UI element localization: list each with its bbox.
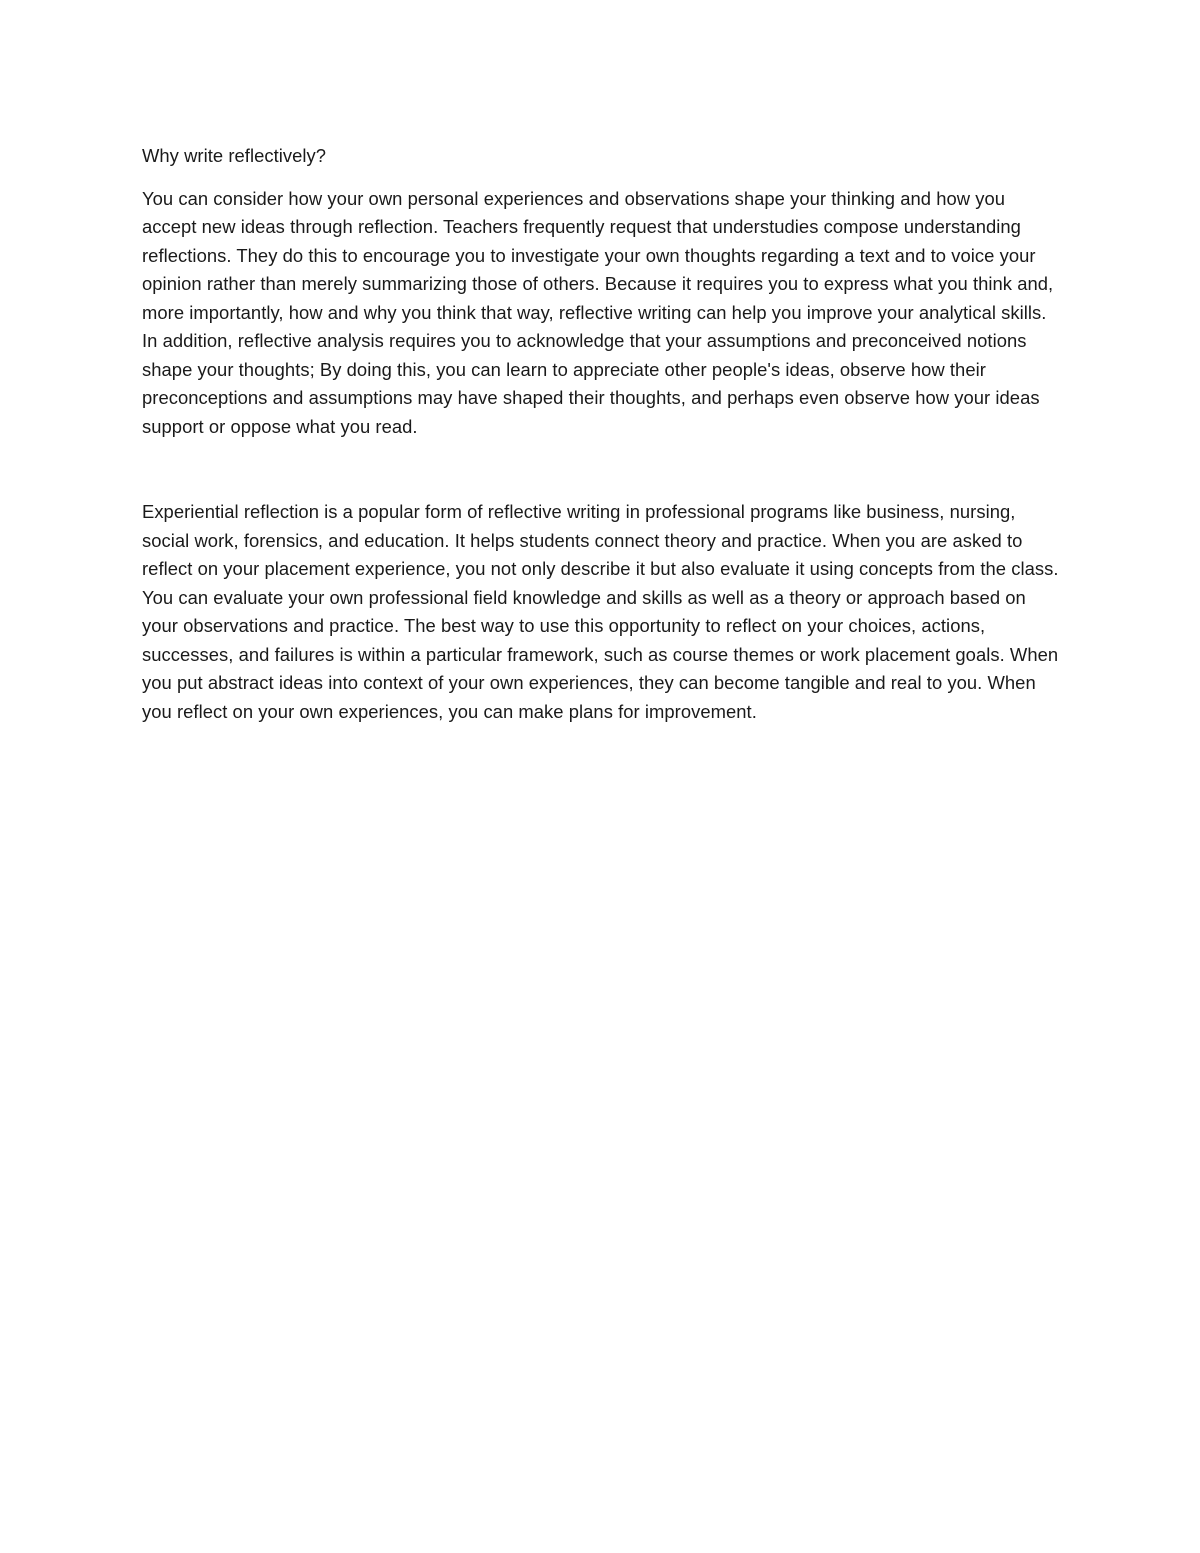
paragraph-why-reflect: You can consider how your own personal experiences and observations shape your thinking and how you accept new ideas through reflection. Teachers frequently request that understudies compose understanding reflections. They do this to encourage you to investigate your own thoughts regarding a text and to voice your opinion rather than merely summarizing those of others. Because it requires you to express what you think and, more importantly, how and why you think that way, reflective writing can help you improve your analytical skills. In addition, reflective analysis requires you to acknowledge that your assumptions and preconceived notions shape your thoughts; By doing this, you can learn to appreciate other people's ideas, observe how their preconceptions and assumptions may have shaped their thoughts, and perhaps even observe how your ideas support or oppose what you read. xyxy=(142,187,1054,437)
paragraph-experiential-reflection: Experiential reflection is a popular form of reflective writing in professional programs like business, nursing, social work, forensics, and education. It helps students connect theory and practice. When you are asked to reflect on your placement experience, you not only describe it but also evaluate it using concepts from the class. You can evaluate your own professional field knowledge and skills as well as a theory or approach based on your observations and practice. The best way to use this opportunity to reflect on your choices, actions, successes, and failures is within a particular framework, such as course themes or work placement goals. When you put abstract ideas into context of your own experiences, they can become tangible and real to you. When you reflect on your own experiences, you can make plans for improvement. xyxy=(142,501,1059,722)
paragraph-spacer xyxy=(142,441,1060,498)
document-body xyxy=(142,142,1060,726)
document-heading: Why write reflectively? xyxy=(142,145,327,166)
